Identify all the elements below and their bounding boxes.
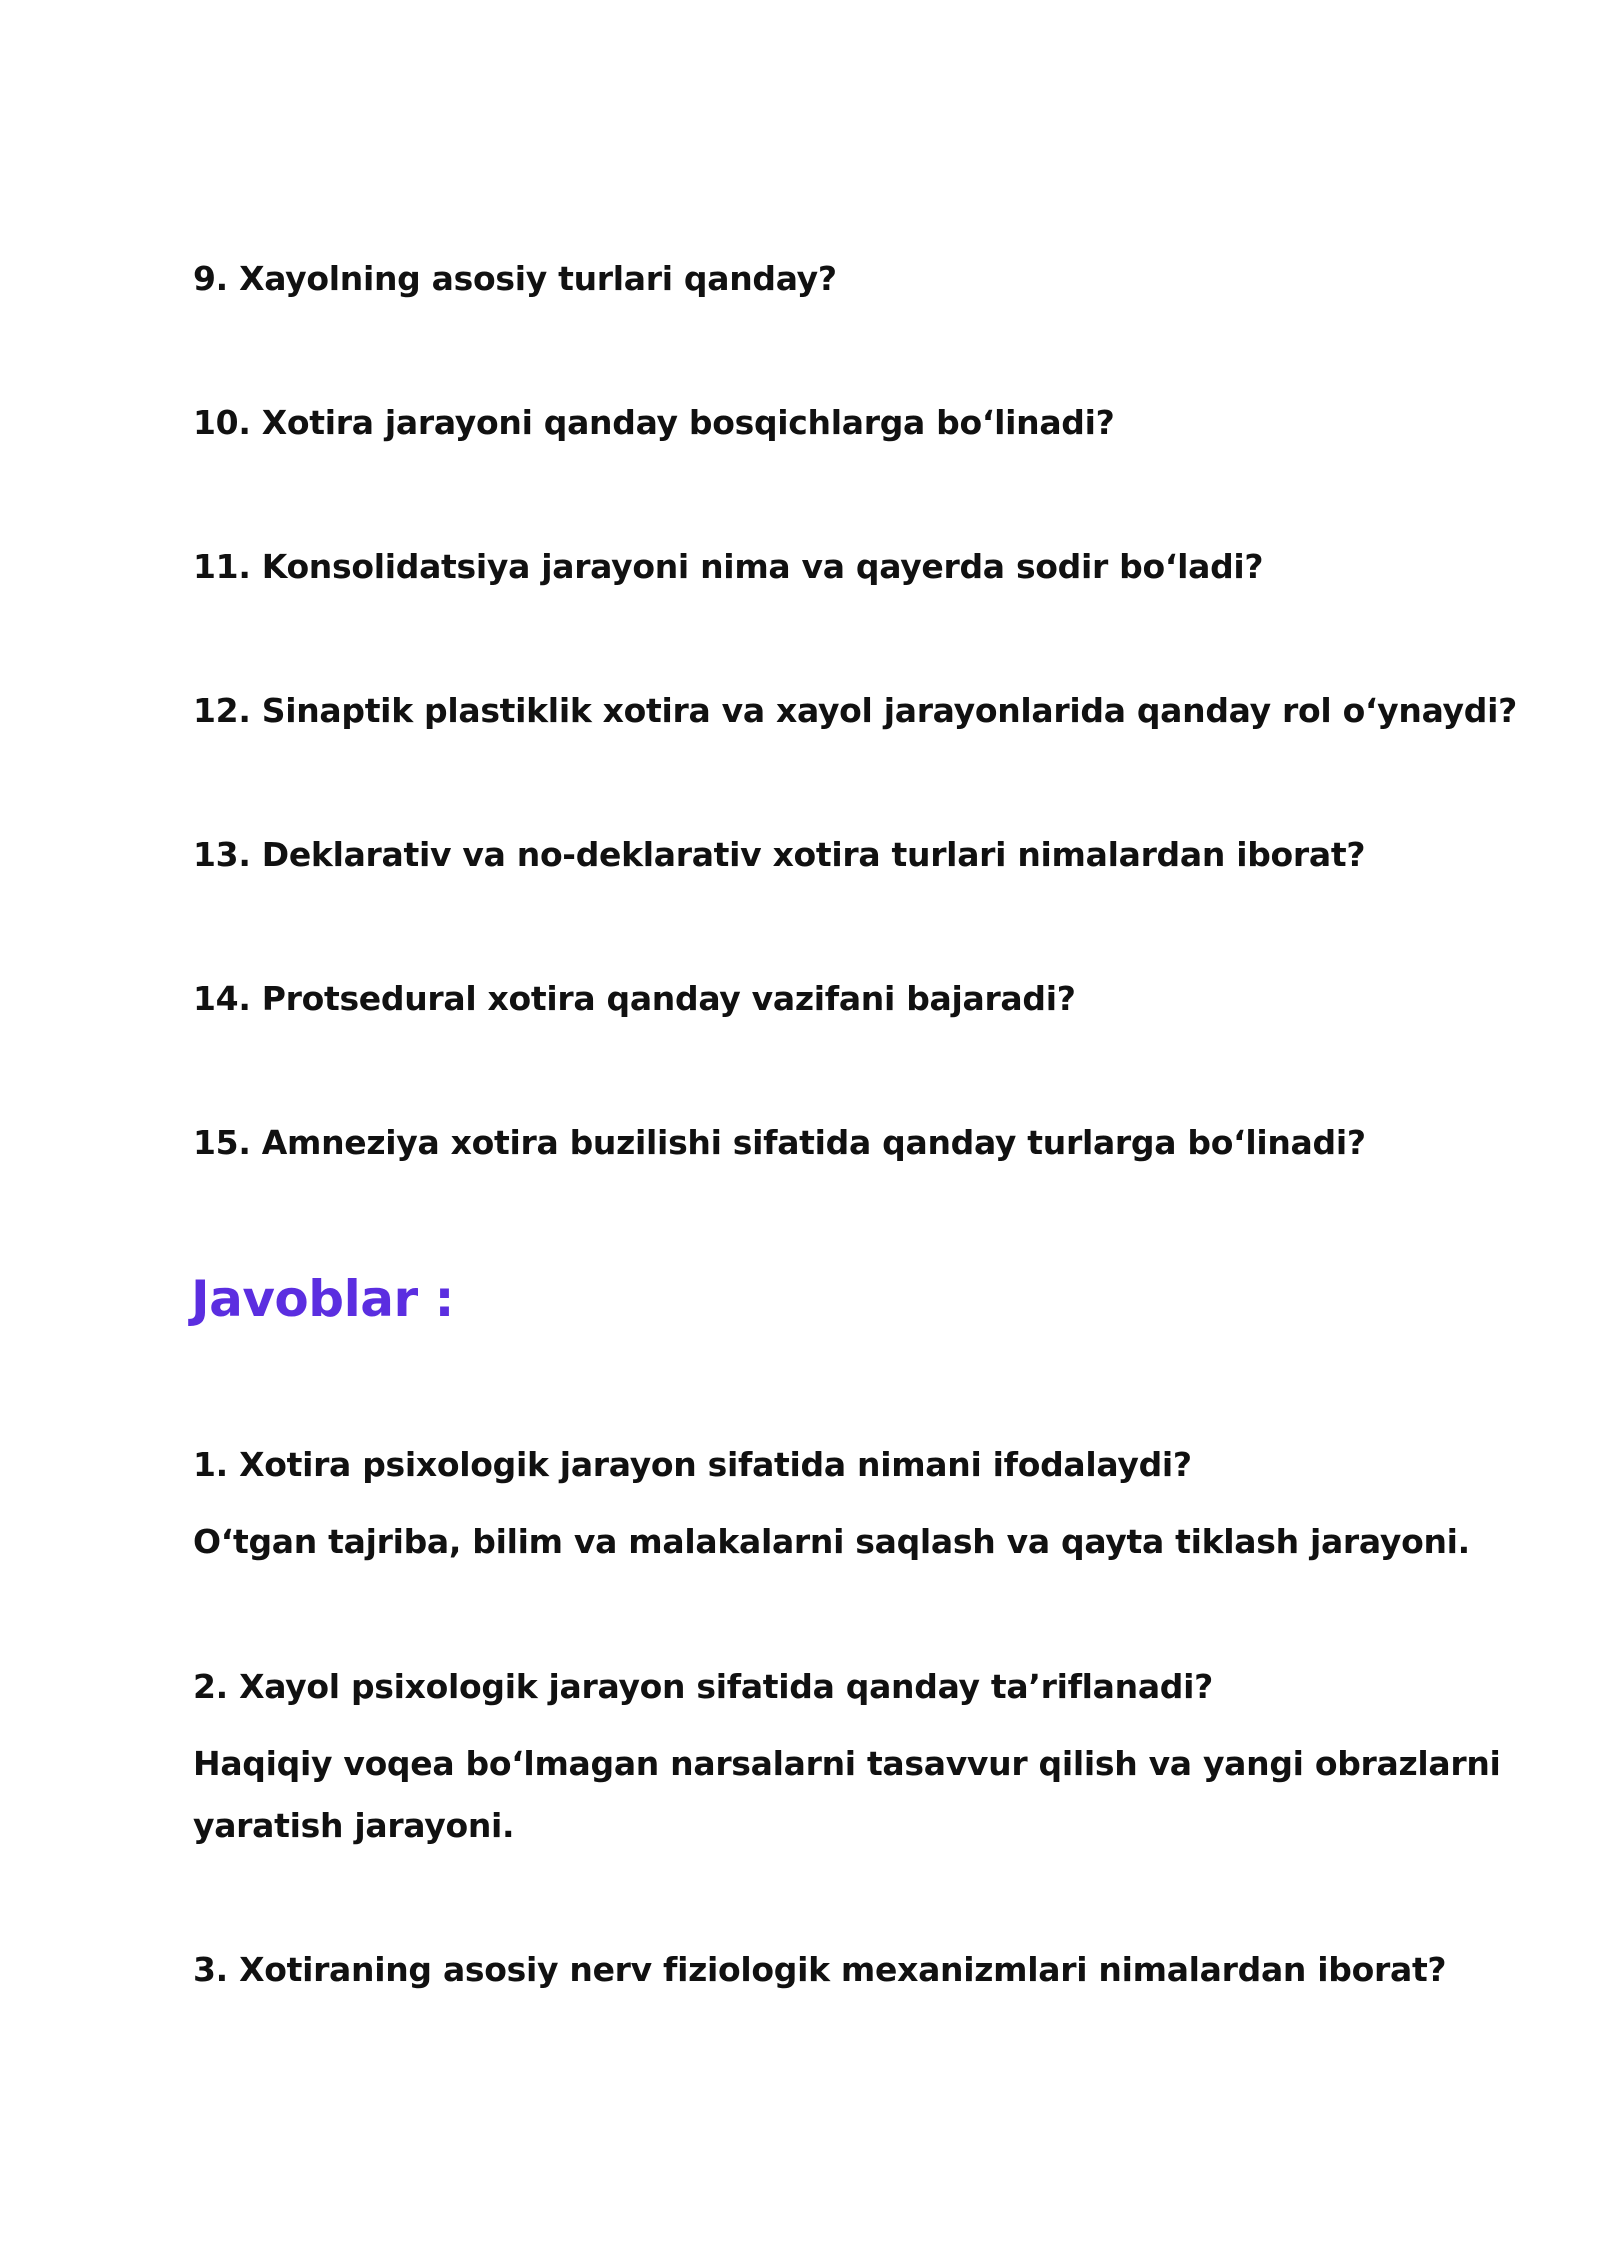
answer-2-text-line-1: Haqiqiy voqea bo‘lmagan narsalarni tasavvur qilish va yangi obrazlarni [193,1744,1501,1783]
question-15: 15. Amneziya xotira buzilishi sifatida qanday turlarga bo‘linadi? [193,1123,1366,1162]
answers-heading: Javoblar : [191,1270,455,1328]
question-10: 10. Xotira jarayoni qanday bosqichlarga bo‘linadi? [193,403,1115,442]
answer-1-text: O‘tgan tajriba, bilim va malakalarni saqlash va qayta tiklash jarayoni. [193,1522,1470,1561]
answer-1-question: 1. Xotira psixologik jarayon sifatida nimani ifodalaydi? [193,1445,1192,1484]
question-9: 9. Xayolning asosiy turlari qanday? [193,259,837,298]
question-12: 12. Sinaptik plastiklik xotira va xayol jarayonlarida qanday rol o‘ynaydi? [193,691,1517,730]
answer-2-question: 2. Xayol psixologik jarayon sifatida qanday ta’riflanadi? [193,1667,1213,1706]
question-14: 14. Protsedural xotira qanday vazifani bajaradi? [193,979,1076,1018]
question-13: 13. Deklarativ va no-deklarativ xotira turlari nimalardan iborat? [193,835,1366,874]
answer-2-text-line-2: yaratish jarayoni. [193,1806,515,1845]
answer-3-question: 3. Xotiraning asosiy nerv fiziologik mexanizmlari nimalardan iborat? [193,1950,1447,1989]
question-11: 11. Konsolidatsiya jarayoni nima va qayerda sodir bo‘ladi? [193,547,1264,586]
